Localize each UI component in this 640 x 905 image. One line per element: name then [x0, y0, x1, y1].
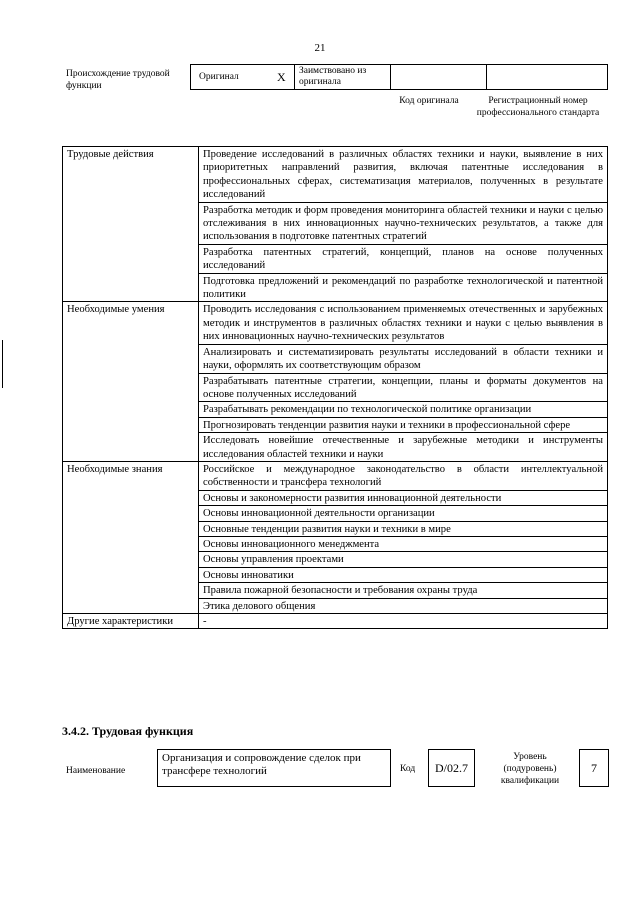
origin-code-cell — [391, 65, 487, 89]
origin-label: Происхождение трудовой функции — [66, 69, 170, 91]
function-table — [62, 146, 608, 629]
origin-mark: X — [277, 70, 286, 84]
row-item: Этика делового общения — [199, 598, 608, 613]
level-value: 7 — [579, 749, 609, 787]
row-item: Разрабатывать патентные стратегии, концепции, планы и форматы документов на основе полученных исследований — [199, 373, 608, 402]
table-row — [63, 147, 608, 203]
origin-original-text: Оригинал — [199, 72, 239, 82]
table-row — [63, 302, 608, 344]
row-item: Основные тенденции развития науки и техники в мире — [199, 521, 608, 536]
row-item: Разработка патентных стратегий, концепций, планов на основе полученных исследований — [199, 244, 608, 273]
origin-borrowed-text: Заимствовано из оригинала — [299, 66, 367, 87]
row-item: Основы инновационной деятельности организации — [199, 506, 608, 521]
section-title: 3.4.2. Трудовая функция — [62, 724, 194, 738]
origin-borrowed-cell — [295, 65, 391, 89]
row-item: Разработка методик и форм проведения мониторинга областей техники и науки с целью отслеживания в них инновационных научно-технических результатов, а также для использования в подготовке патентных стратегий — [199, 202, 608, 244]
name-value: Организация и сопровождение сделок при трансфере технологий — [157, 749, 391, 787]
origin-code-label: Код оригинала — [399, 96, 459, 106]
margin-mark — [2, 340, 3, 388]
row-item: - — [199, 614, 608, 629]
row-label: Трудовые действия — [63, 147, 199, 302]
row-item: Российское и международное законодательство в области интеллектуальной собственности и трансфера технологий — [199, 461, 608, 490]
origin-reg-label: Регистрационный номер профессионального стандарта — [476, 96, 600, 118]
table-row — [63, 614, 608, 629]
origin-original-cell — [191, 65, 295, 89]
row-label: Другие характеристики — [63, 614, 199, 629]
row-item: Разрабатывать рекомендации по технологической политике организации — [199, 402, 608, 417]
row-item: Исследовать новейшие отечественные и зарубежные методики и инструменты исследования областей техники и науки — [199, 433, 608, 462]
page-number: 21 — [314, 42, 326, 54]
row-label: Необходимые знания — [63, 461, 199, 613]
row-item: Прогнозировать тенденции развития науки и техники в профессиональной сфере — [199, 417, 608, 432]
row-item: Основы инновационного менеджмента — [199, 536, 608, 551]
level-label: Уровень (подуровень) квалификации — [500, 752, 560, 786]
code-label: Код — [400, 764, 416, 774]
row-item: Проведение исследований в различных областях техники и науки, выявление в них приоритетных направлений развития, включая патентные исследования в профессиональных сферах, систематизация материалов, полученных в результате исследований — [199, 147, 608, 203]
row-label: Необходимые умения — [63, 302, 199, 461]
row-item: Проводить исследования с использованием применяемых отечественных и зарубежных методик и инструментов в различных областях техники и науки с целью выявления в них инновационных научно-технических результатов — [199, 302, 608, 344]
code-value: D/02.7 — [428, 749, 475, 787]
row-item: Подготовка предложений и рекомендаций по разработке технологической и патентной политики — [199, 273, 608, 302]
table-row — [63, 461, 608, 490]
origin-table — [190, 64, 608, 90]
row-item: Анализировать и систематизировать результаты исследований в области техники и науки, оформлять их соответствующим образом — [199, 344, 608, 373]
name-label: Наименование — [66, 766, 126, 776]
row-item: Правила пожарной безопасности и требования охраны труда — [199, 583, 608, 598]
row-item: Основы и закономерности развития инновационной деятельности — [199, 490, 608, 505]
row-item: Основы инноватики — [199, 567, 608, 582]
row-item: Основы управления проектами — [199, 552, 608, 567]
